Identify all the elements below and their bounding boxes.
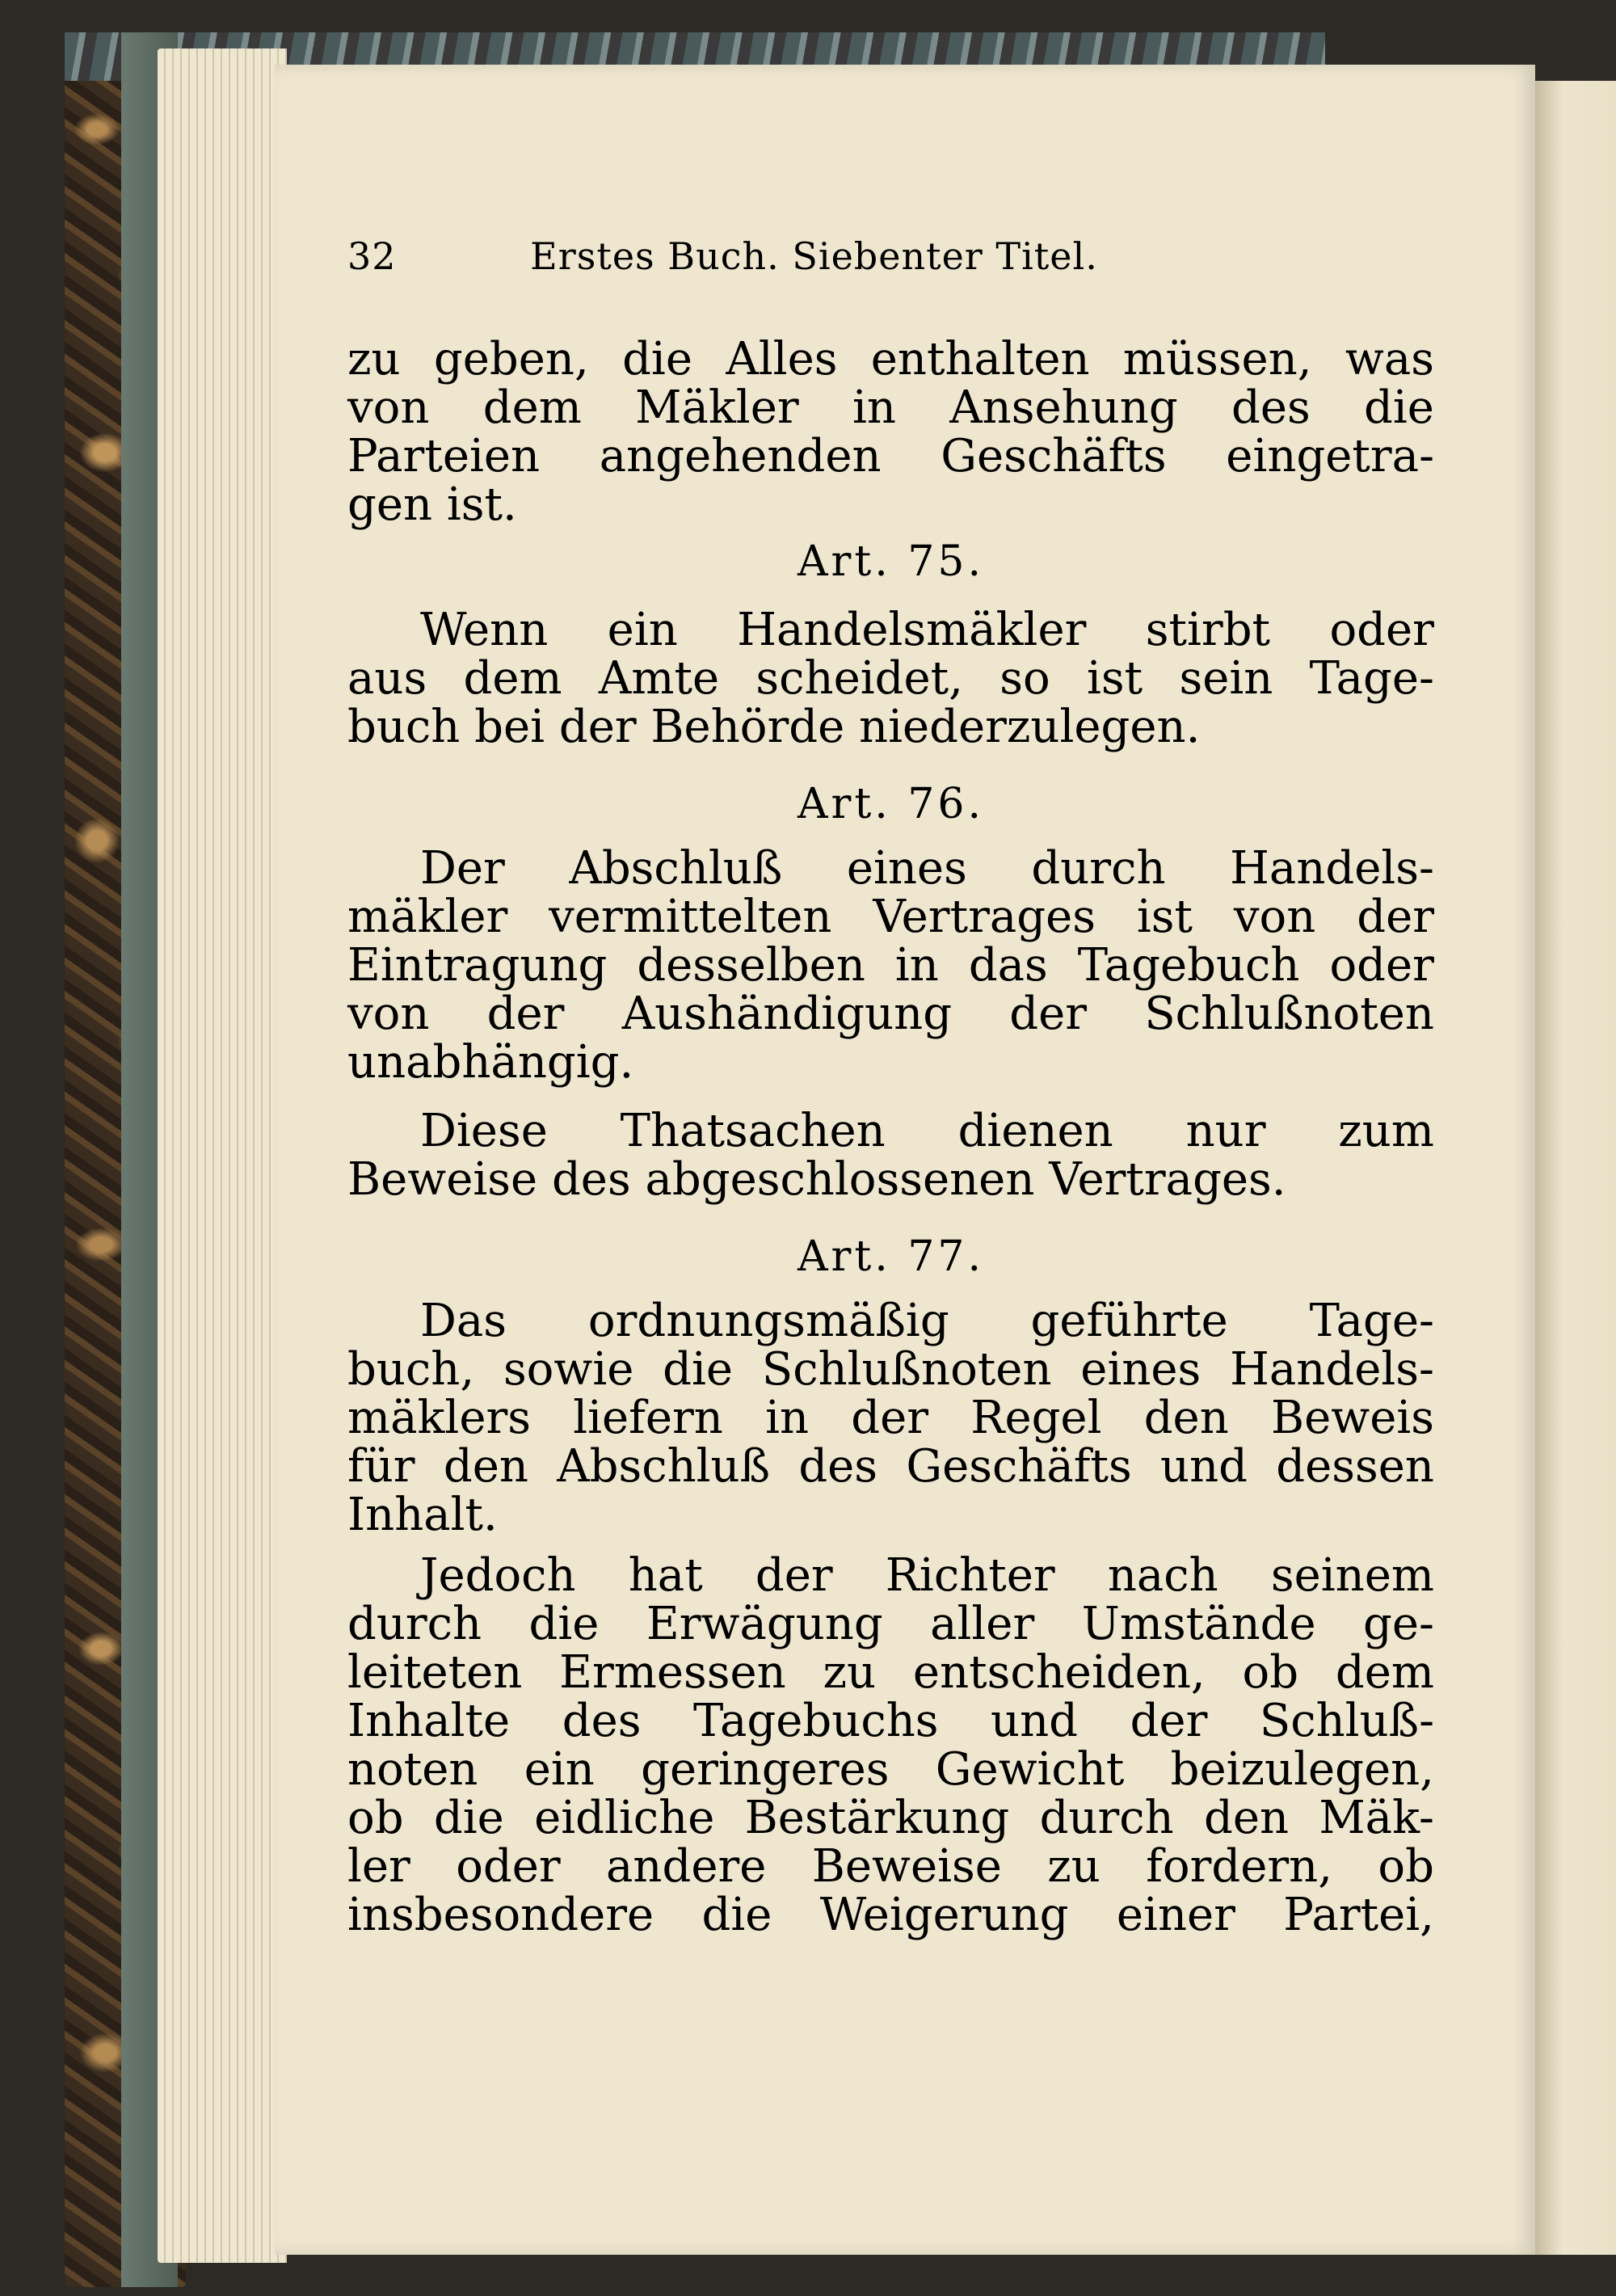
word: leiteten xyxy=(347,1646,523,1699)
word: Jedoch xyxy=(420,1549,576,1602)
word: Schlußnoten xyxy=(761,1343,1052,1396)
word: andere xyxy=(606,1840,767,1893)
word: dem xyxy=(1335,1646,1434,1699)
word: zu xyxy=(823,1646,877,1699)
word: Schluß- xyxy=(1259,1695,1434,1747)
word: Tagebuch xyxy=(1077,939,1300,992)
text-line xyxy=(347,1891,1434,1940)
word: zu xyxy=(1047,1840,1100,1893)
word: Alles xyxy=(726,333,838,385)
word: desselben xyxy=(637,939,865,992)
word: Handelsmäkler xyxy=(737,604,1087,656)
word: dessen xyxy=(1276,1440,1434,1493)
word: Tagebuchs xyxy=(693,1695,939,1747)
article-heading: Art. 75. xyxy=(797,537,985,586)
word: der xyxy=(1357,891,1434,943)
word: das xyxy=(968,939,1048,992)
word: insbesondere xyxy=(347,1889,654,1941)
word: noten xyxy=(347,1743,478,1796)
word: mäklers xyxy=(347,1392,531,1444)
word: die xyxy=(433,1792,504,1844)
word: geführte xyxy=(1030,1295,1228,1347)
word: durch xyxy=(347,1598,482,1650)
word: Umstände xyxy=(1081,1598,1316,1650)
word: Der xyxy=(420,842,505,895)
word: Amte xyxy=(598,652,720,705)
word: Das xyxy=(420,1295,507,1347)
word: ge- xyxy=(1363,1598,1434,1650)
word: buch, xyxy=(347,1343,475,1396)
word: oder xyxy=(1329,939,1434,992)
word: müssen, xyxy=(1122,333,1312,385)
text-line xyxy=(347,1697,1434,1746)
word: ob xyxy=(1242,1646,1299,1699)
word: den xyxy=(443,1440,528,1493)
word: und xyxy=(991,1695,1079,1747)
word: entscheiden, xyxy=(912,1646,1206,1699)
word: Ansehung xyxy=(949,381,1178,434)
text-line xyxy=(347,335,1434,384)
word: scheidet, xyxy=(755,652,963,705)
word: Diese xyxy=(420,1105,548,1157)
word: geben, xyxy=(433,333,589,385)
text-line xyxy=(347,1343,1434,1396)
word: von xyxy=(347,381,430,434)
word: die xyxy=(701,1889,772,1941)
word: durch xyxy=(1039,1792,1174,1844)
word: Beweise xyxy=(811,1840,1002,1893)
text-line xyxy=(347,939,1434,992)
word: oder xyxy=(1329,604,1434,656)
word: Parteien xyxy=(347,430,541,482)
word: Eintragung xyxy=(347,939,608,992)
word: stirbt xyxy=(1145,604,1271,656)
word: beizulegen, xyxy=(1170,1743,1434,1796)
word: von xyxy=(347,988,430,1040)
word: zum xyxy=(1338,1105,1434,1157)
word: des xyxy=(562,1695,642,1747)
word: zu xyxy=(347,333,401,385)
word: eingetra- xyxy=(1226,430,1434,482)
word: Partei, xyxy=(1283,1889,1434,1941)
word: die xyxy=(622,333,692,385)
word: ordnungsmäßig xyxy=(587,1295,949,1347)
facing-page-edge xyxy=(1527,81,1616,2255)
word: durch xyxy=(1031,842,1166,895)
page-number: 32 xyxy=(347,234,397,278)
word: eines xyxy=(1080,1343,1201,1396)
word: der xyxy=(1009,988,1088,1040)
word: Beweis xyxy=(1270,1392,1434,1444)
word: der xyxy=(851,1392,929,1444)
word: ob xyxy=(1378,1840,1434,1893)
word: Inhalte xyxy=(347,1695,511,1747)
word: den xyxy=(1143,1392,1229,1444)
text-line xyxy=(347,893,1434,942)
word: Vertrages xyxy=(873,891,1096,943)
text-line xyxy=(347,381,1434,434)
article-heading: Art. 77. xyxy=(797,1232,985,1281)
text-line: Inhalt. xyxy=(347,1489,498,1541)
word: des xyxy=(1231,381,1311,434)
word: für xyxy=(347,1440,415,1493)
word: in xyxy=(765,1392,810,1444)
word: Handels- xyxy=(1230,1343,1434,1396)
page-stack-edges xyxy=(158,48,287,2263)
running-head xyxy=(347,234,1297,278)
word: Gewicht xyxy=(935,1743,1125,1796)
word: dem xyxy=(463,652,562,705)
word: der xyxy=(486,988,565,1040)
text-line xyxy=(347,1840,1434,1893)
word: Ermessen xyxy=(559,1646,786,1699)
text-line xyxy=(420,842,1434,895)
text-line xyxy=(420,1549,1434,1602)
word: aus xyxy=(347,652,427,705)
word: in xyxy=(894,939,939,992)
word: in xyxy=(852,381,896,434)
text-line xyxy=(347,1646,1434,1699)
running-title: Erstes Buch. Siebenter Titel. xyxy=(530,234,1098,278)
word: was xyxy=(1345,333,1434,385)
text-line: Beweise des abgeschlossenen Vertrages. xyxy=(347,1153,1286,1206)
text-line xyxy=(347,1440,1434,1493)
word: Mäk- xyxy=(1319,1792,1434,1844)
word: vermittelten xyxy=(549,891,832,943)
word: seinem xyxy=(1270,1549,1434,1602)
word: sein xyxy=(1179,652,1273,705)
word: ein xyxy=(607,604,678,656)
word: hat xyxy=(628,1549,703,1602)
word: Richter xyxy=(885,1549,1055,1602)
word: der xyxy=(1130,1695,1208,1747)
word: eines xyxy=(846,842,967,895)
word: Abschluß xyxy=(569,842,783,895)
word: ist xyxy=(1136,891,1193,943)
word: des xyxy=(798,1440,878,1493)
word: so xyxy=(999,652,1050,705)
word: geringeres xyxy=(641,1743,890,1796)
text-line xyxy=(420,606,1434,655)
word: ist xyxy=(1087,652,1143,705)
word: nach xyxy=(1107,1549,1218,1602)
text-line xyxy=(347,1600,1434,1649)
word: die xyxy=(528,1598,600,1650)
word: Thatsachen xyxy=(620,1105,886,1157)
word: Wenn xyxy=(420,604,549,656)
word: fordern, xyxy=(1146,1840,1333,1893)
word: Weigerung xyxy=(819,1889,1069,1941)
word: Schlußnoten xyxy=(1144,988,1434,1040)
word: dem xyxy=(482,381,582,434)
text-line xyxy=(347,1743,1434,1796)
word: Tage- xyxy=(1309,652,1434,705)
word: Bestärkung xyxy=(744,1792,1010,1844)
word: nur xyxy=(1185,1105,1266,1157)
word: ob xyxy=(347,1792,404,1844)
word: einer xyxy=(1116,1889,1235,1941)
word: den xyxy=(1203,1792,1290,1844)
text-line xyxy=(347,990,1434,1038)
word: mäkler xyxy=(347,891,508,943)
word: enthalten xyxy=(870,333,1090,385)
word: Aushändigung xyxy=(621,988,953,1040)
word: aller xyxy=(930,1598,1035,1650)
word: die xyxy=(1364,381,1434,434)
text-line xyxy=(347,432,1434,481)
word: angehenden xyxy=(599,430,882,482)
text-line xyxy=(420,1297,1434,1346)
text-line: unabhängig. xyxy=(347,1036,634,1089)
text-line xyxy=(347,1394,1434,1443)
word: dienen xyxy=(957,1105,1113,1157)
word: Geschäfts xyxy=(941,430,1167,482)
text-line xyxy=(347,652,1434,705)
word: Erwägung xyxy=(646,1598,883,1650)
word: Geschäfts xyxy=(906,1440,1132,1493)
word: ler xyxy=(347,1840,410,1893)
word: sowie xyxy=(503,1343,634,1396)
word: oder xyxy=(456,1840,561,1893)
word: Mäkler xyxy=(635,381,799,434)
word: Abschluß xyxy=(557,1440,771,1493)
word: Handels- xyxy=(1230,842,1434,895)
word: ein xyxy=(524,1743,595,1796)
text-line xyxy=(347,1794,1434,1843)
text-line xyxy=(420,1107,1434,1156)
word: von xyxy=(1233,891,1316,943)
text-line: gen ist. xyxy=(347,478,517,531)
word: eidliche xyxy=(534,1792,715,1844)
word: Tage- xyxy=(1309,1295,1434,1347)
word: und xyxy=(1160,1440,1248,1493)
word: die xyxy=(663,1343,734,1396)
text-line: buch bei der Behörde niederzulegen. xyxy=(347,701,1201,753)
word: der xyxy=(755,1549,833,1602)
article-heading: Art. 76. xyxy=(797,780,985,828)
word: liefern xyxy=(573,1392,723,1444)
word: Regel xyxy=(970,1392,1102,1444)
